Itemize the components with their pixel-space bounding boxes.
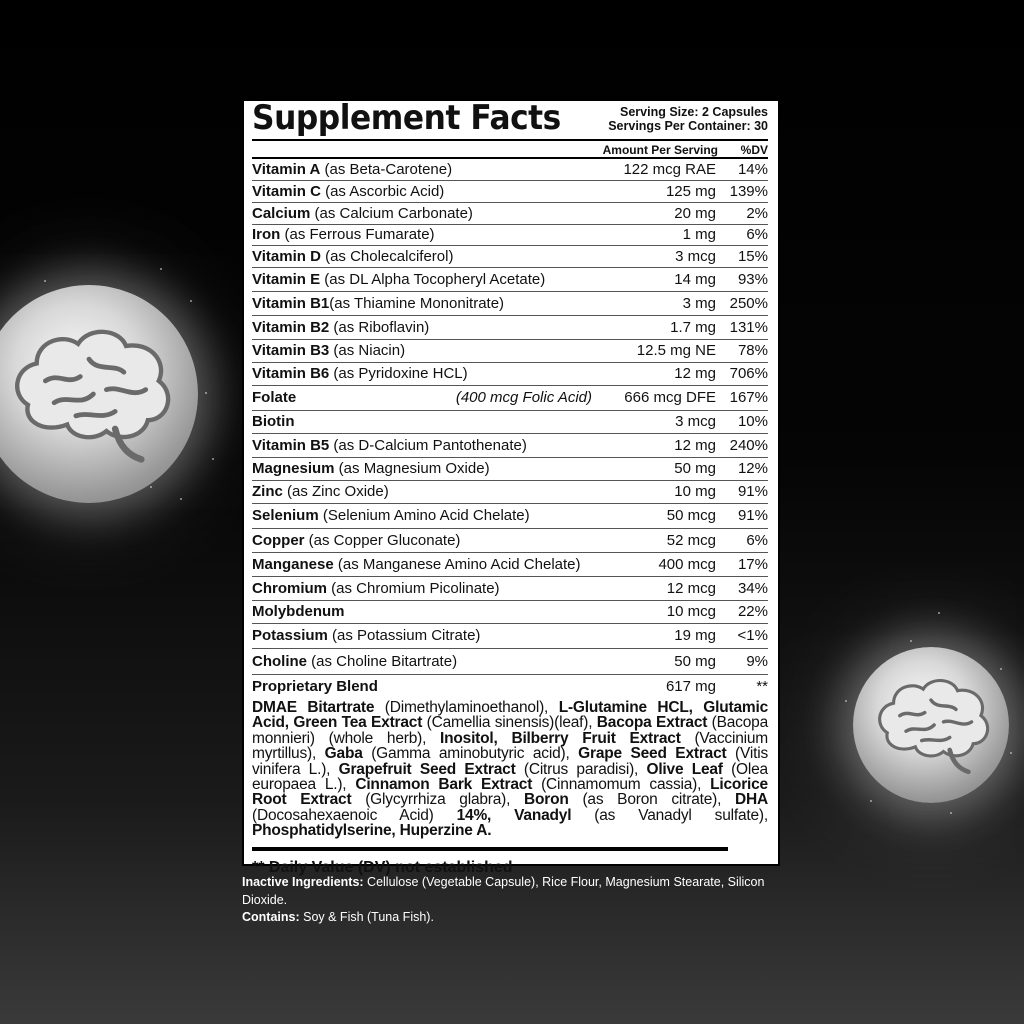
- nutrient-row: [252, 504, 768, 529]
- nutrient-row: [252, 481, 768, 504]
- nutrient-dv: 22%: [737, 603, 768, 620]
- nutrient-dv: 6%: [746, 531, 768, 549]
- nutrient-dv: 78%: [737, 342, 768, 359]
- nutrient-dv: 9%: [746, 652, 768, 670]
- ingredient-detail: (Gamma aminobutyric acid),: [362, 745, 579, 763]
- nutrient-dv: 2%: [746, 204, 768, 222]
- nutrient-name: [252, 413, 295, 430]
- facts-header: [252, 98, 768, 141]
- nutrient-source: (as DL Alpha Tocopheryl Acetate): [320, 270, 546, 288]
- nutrient-row: [252, 386, 768, 411]
- nutrient-source: (as Riboflavin): [329, 318, 430, 336]
- nutrient-name: [252, 248, 453, 265]
- ingredient-name: Cinnamon Bark Extract: [355, 776, 533, 794]
- nutrient-name: [252, 483, 389, 500]
- nutrient-label: Biotin: [252, 413, 295, 430]
- inactive-ingredients: [242, 874, 802, 909]
- nutrient-label: Potassium: [252, 627, 328, 644]
- nutrient-label: Vitamin E: [252, 270, 321, 288]
- nutrient-source: (as D-Calcium Pantothenate): [329, 436, 527, 454]
- ingredient-detail: (Olea europaea L.),: [252, 760, 768, 794]
- nutrient-label: Zinc: [252, 483, 283, 500]
- nutrient-row: [252, 363, 768, 386]
- ingredient-detail: (Bacopa monnieri) (whole herb),: [252, 714, 768, 747]
- nutrient-source: (as Copper Gluconate): [304, 531, 461, 549]
- ingredient-detail: (Docosahexaenoic Acid): [252, 806, 457, 824]
- nutrient-dv: 706%: [729, 365, 768, 382]
- ingredient-name: Grapefruit Seed Extract: [338, 760, 516, 778]
- nutrient-label: Folate: [252, 389, 297, 406]
- nutrient-name: [252, 205, 473, 222]
- nutrient-dv: 93%: [737, 270, 768, 288]
- nutrient-label: Vitamin B3: [252, 342, 330, 359]
- nutrient-dv: 34%: [737, 579, 768, 597]
- nutrient-amount: 617 mg: [665, 678, 716, 695]
- nutrient-row: [252, 458, 768, 481]
- additional-info: [242, 874, 802, 927]
- nutrient-amount: 12 mg: [674, 365, 716, 382]
- nutrient-amount: 50 mg: [674, 652, 716, 670]
- panel-title: Supplement Facts: [252, 98, 561, 138]
- nutrient-source: (as Manganese Amino Acid Chelate): [333, 555, 581, 573]
- nutrient-source: (as Chromium Picolinate): [327, 579, 500, 597]
- nutrient-label: Molybdenum: [252, 603, 345, 620]
- contains-statement: [242, 909, 802, 927]
- proprietary-blend-ingredients: [252, 699, 768, 839]
- nutrient-dv: 6%: [746, 226, 768, 243]
- nutrient-amount: 3 mcg: [675, 247, 716, 265]
- serving-info: [608, 105, 768, 133]
- nutrient-rows: [252, 159, 768, 699]
- ingredient-detail: (as Vanadyl sulfate),: [571, 806, 768, 824]
- ingredient-detail: (Dimethylaminoethanol),: [374, 699, 559, 716]
- ingredient-name: Gaba: [324, 745, 363, 763]
- nutrient-name: [252, 532, 460, 549]
- nutrient-dv: 240%: [729, 436, 768, 454]
- nutrient-row: [252, 529, 768, 553]
- nutrient-source: (as Niacin): [329, 342, 406, 359]
- nutrient-row: [252, 649, 768, 675]
- nutrient-name: [252, 556, 581, 573]
- nutrient-label: Vitamin B5: [252, 436, 330, 454]
- nutrient-amount: 12 mcg: [666, 579, 716, 597]
- nutrient-source: (as Magnesium Oxide): [334, 460, 490, 477]
- nutrient-label: Vitamin D: [252, 247, 321, 265]
- supplement-facts-panel: [242, 98, 780, 876]
- nutrient-dv: 91%: [737, 507, 768, 524]
- brain-orb-left: [0, 285, 198, 503]
- nutrient-name: [252, 365, 468, 382]
- ingredient-detail: (Glycyrrhiza glabra),: [351, 791, 525, 809]
- nutrient-label: Selenium: [252, 507, 319, 524]
- nutrient-name: [252, 580, 500, 597]
- ingredient-detail: (Cinnamomum cassia),: [532, 776, 711, 794]
- ingredient-detail: (Citrus paradisi),: [515, 760, 647, 778]
- serving-size: Serving Size: 2 Capsules: [620, 105, 768, 119]
- nutrient-row: [252, 246, 768, 268]
- nutrient-source: (as Pyridoxine HCL): [329, 365, 468, 382]
- nutrient-amount: 19 mg: [674, 627, 716, 644]
- nutrient-amount: 666 mcg DFE: [624, 389, 716, 406]
- nutrient-amount: 12 mg: [674, 436, 716, 454]
- ingredient-name: Phosphatidylserine, Huperzine A.: [252, 822, 492, 840]
- ingredient-name: Inositol, Bilberry Fruit Extract: [440, 729, 681, 747]
- nutrient-amount: 50 mcg: [666, 507, 716, 524]
- nutrient-name: [252, 507, 530, 524]
- nutrient-dv: 139%: [729, 182, 768, 200]
- nutrient-name: [252, 226, 435, 243]
- nutrient-dv: 250%: [729, 294, 768, 312]
- nutrient-source: (as Calcium Carbonate): [310, 204, 473, 222]
- nutrient-source: (as Beta-Carotene): [320, 160, 453, 178]
- nutrient-row: [252, 675, 768, 699]
- nutrient-label: Proprietary Blend: [252, 678, 378, 695]
- nutrient-name: [252, 678, 378, 695]
- amount-column-header: Amount Per Serving: [602, 143, 718, 157]
- servings-per-container: Servings Per Container: 30: [608, 119, 768, 133]
- nutrient-amount: 50 mg: [674, 460, 716, 477]
- nutrient-name: [252, 603, 345, 620]
- nutrient-source: (as Thiamine Mononitrate): [329, 294, 505, 312]
- nutrient-amount: 122 mcg RAE: [623, 160, 716, 178]
- nutrient-source: (Selenium Amino Acid Chelate): [318, 507, 530, 524]
- nutrient-row: [252, 203, 768, 225]
- nutrient-dv: 131%: [729, 318, 768, 336]
- column-headers: [252, 141, 768, 159]
- nutrient-label: Manganese: [252, 555, 334, 573]
- nutrient-name: [252, 389, 296, 406]
- nutrient-row: [252, 268, 768, 292]
- ingredient-detail: (Vaccinium myrtillus),: [252, 729, 768, 763]
- nutrient-source: (as Potassium Citrate): [327, 627, 481, 644]
- nutrient-name: [252, 460, 490, 477]
- nutrient-label: Vitamin B2: [252, 318, 330, 336]
- nutrient-row: [252, 225, 768, 246]
- nutrient-note: (400 mcg Folic Acid): [455, 389, 592, 406]
- ingredient-name: 14%, Vanadyl: [456, 806, 572, 824]
- ingredient-name: Licorice Root Extract: [252, 776, 768, 809]
- nutrient-row: [252, 577, 768, 601]
- nutrient-amount: 12.5 mg NE: [636, 342, 716, 359]
- nutrient-row: [252, 553, 768, 577]
- brain-icon: [853, 647, 1009, 803]
- nutrient-amount: 10 mg: [674, 483, 716, 500]
- contains-text: Soy & Fish (Tuna Fish).: [299, 910, 434, 924]
- nutrient-amount: 20 mg: [674, 204, 716, 222]
- dv-column-header: %DV: [740, 143, 768, 157]
- nutrient-name: [252, 161, 452, 178]
- nutrient-amount: 1.7 mg: [670, 318, 716, 336]
- nutrient-label: Chromium: [252, 579, 327, 597]
- nutrient-amount: 3 mg: [682, 294, 716, 312]
- ingredient-name: DHA: [735, 791, 768, 809]
- nutrient-dv: 17%: [737, 555, 768, 573]
- nutrient-dv: 14%: [737, 160, 768, 178]
- nutrient-source: (as Zinc Oxide): [282, 483, 389, 500]
- blend-divider: [252, 839, 728, 851]
- nutrient-amount: 52 mcg: [666, 531, 716, 549]
- nutrient-row: [252, 340, 768, 363]
- nutrient-amount: 10 mcg: [666, 603, 716, 620]
- nutrient-name: [252, 627, 480, 644]
- nutrient-source: (as Cholecalciferol): [320, 247, 454, 265]
- nutrient-row: [252, 292, 768, 316]
- brain-icon: [0, 285, 198, 503]
- nutrient-row: [252, 601, 768, 624]
- nutrient-amount: 125 mg: [665, 182, 716, 200]
- nutrient-label: Choline: [252, 652, 307, 670]
- dv-footnote: ** Daily Value (DV) not established: [252, 858, 513, 876]
- nutrient-source: (as Ascorbic Acid): [320, 182, 445, 200]
- ingredient-name: DMAE Bitartrate: [252, 699, 375, 716]
- nutrient-dv: 12%: [737, 460, 768, 477]
- nutrient-name: [252, 295, 504, 312]
- ingredient-detail: (Vitis vinifera L.),: [252, 745, 768, 778]
- nutrient-label: Calcium: [252, 204, 311, 222]
- nutrient-dv: <1%: [737, 627, 768, 644]
- nutrient-row: [252, 411, 768, 434]
- nutrient-label: Magnesium: [252, 460, 335, 477]
- inactive-label: Inactive Ingredients:: [242, 875, 364, 889]
- contains-label: Contains:: [242, 910, 300, 924]
- ingredient-name: L-Glutamine HCL, Glutamic Acid, Green Tea Extract: [252, 699, 769, 732]
- nutrient-row: [252, 434, 768, 458]
- nutrient-amount: 400 mcg: [658, 555, 716, 573]
- nutrient-label: Vitamin B6: [252, 365, 330, 382]
- nutrient-dv: 10%: [737, 413, 768, 430]
- nutrient-amount: 14 mg: [674, 270, 716, 288]
- nutrient-label: Copper: [252, 531, 305, 549]
- nutrient-label: Iron: [252, 226, 281, 243]
- nutrient-label: Vitamin B1: [252, 294, 330, 312]
- ingredient-name: Grape Seed Extract: [578, 745, 727, 763]
- inactive-text: Cellulose (Vegetable Capsule), Rice Flour, Magnesium Stearate, Silicon Dioxide.: [242, 875, 765, 907]
- nutrient-name: [252, 653, 457, 670]
- nutrient-row: [252, 624, 768, 649]
- ingredient-detail: (as Boron citrate),: [568, 791, 735, 809]
- nutrient-name: [252, 183, 444, 200]
- nutrient-name: [252, 342, 405, 359]
- nutrient-row: [252, 159, 768, 181]
- nutrient-amount: 1 mg: [682, 226, 716, 243]
- nutrient-dv: 91%: [737, 483, 768, 500]
- ingredient-name: Olive Leaf: [646, 760, 723, 778]
- nutrient-label: Vitamin A: [252, 160, 321, 178]
- nutrient-label: Vitamin C: [252, 182, 321, 200]
- nutrient-source: (as Ferrous Fumarate): [280, 226, 435, 243]
- nutrient-dv: **: [756, 678, 768, 695]
- brain-orb-right: [853, 647, 1009, 803]
- ingredient-name: Boron: [524, 791, 569, 809]
- nutrient-source: (as Choline Bitartrate): [307, 652, 458, 670]
- nutrient-name: [252, 437, 527, 454]
- nutrient-row: [252, 181, 768, 203]
- nutrient-name: [252, 319, 429, 336]
- nutrient-dv: 15%: [737, 247, 768, 265]
- nutrient-amount: 3 mcg: [675, 413, 716, 430]
- nutrient-dv: 167%: [729, 389, 768, 406]
- nutrient-row: [252, 316, 768, 340]
- nutrient-name: [252, 271, 545, 288]
- ingredient-detail: (Camellia sinensis)(leaf),: [422, 714, 597, 732]
- ingredient-name: Bacopa Extract: [596, 714, 708, 732]
